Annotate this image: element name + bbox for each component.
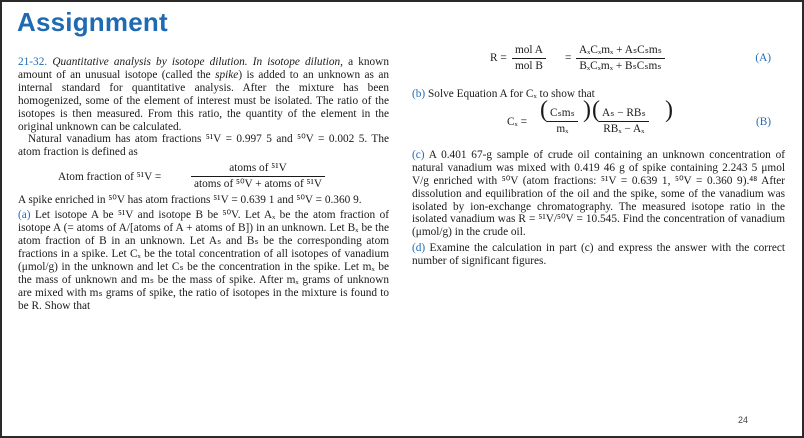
- problem-heading: Quantitative analysis by isotope dilution.: [52, 56, 248, 68]
- spike-term: spike: [215, 68, 239, 81]
- part-d: [412, 242, 785, 268]
- eq-b-f2-den: RBₓ − Aₓ: [603, 122, 645, 135]
- vanadium-sentence: Natural vanadium has atom fractions ⁵¹V = 0.997 5 and ⁵⁰V = 0.002 5. The atom fraction is defined as: [18, 133, 389, 159]
- eq-b-lhs: Cₓ =: [507, 115, 528, 128]
- eq-a-mol-num: mol A: [512, 44, 546, 59]
- spike-sentence: A spike enriched in ⁵⁰V has atom fractions ⁵¹V = 0.639 1 and ⁵⁰V = 0.360 9.: [18, 194, 362, 207]
- eq-b-label: (B): [755, 115, 771, 128]
- eq-b-f1-num: Cₛmₛ: [547, 107, 578, 122]
- eq-b-fraction-1: [547, 107, 578, 136]
- eq-a-mol-ratio: [512, 44, 546, 73]
- eq-a-R: R =: [490, 52, 507, 64]
- eq-a-main-fraction: [576, 44, 665, 73]
- part-c: [412, 149, 785, 239]
- eq-a-mol-den: mol B: [515, 59, 543, 72]
- left-column: [18, 56, 389, 312]
- part-c-text: A 0.401 67-g sample of crude oil containing an unknown concentration of natural vanadium was mixed with 0.419 46 g of spike containing 2.243 5 μmol V/g enriched with ⁵⁰V (atom fractions: ⁵¹V = 0.639 1, ⁵⁰V = 0.360 9).⁴⁸ After dissolution and equilibration of the oil and the spike, some of the vanadium was isolated by ion-exchange chromatography. The measured isotope ratio in the isolated vanadium was R = ⁵¹V/⁵⁰V = 10.545. Find the concentration of vanadium (μmol/g) in the crude oil.: [412, 148, 785, 239]
- eq-a-numerator: AₓCₓmₓ + AₛCₛmₛ: [576, 44, 665, 59]
- problem-number: 21-32.: [18, 56, 48, 68]
- right-paren-2: ): [665, 96, 673, 123]
- equation-b: [412, 96, 785, 145]
- atom-fraction-numerator: atoms of ⁵¹V: [191, 162, 325, 177]
- equation-a: [412, 38, 785, 80]
- page-title: Assignment: [17, 7, 168, 37]
- right-paren: ): [583, 96, 591, 123]
- eq-b-f2-num: Aₛ − RBₛ: [599, 107, 649, 122]
- left-paren-2: (: [592, 96, 600, 123]
- intro-italic: In isotope dilution,: [252, 56, 343, 68]
- right-column: [412, 38, 785, 268]
- problem-intro: [18, 56, 389, 133]
- part-d-text: Examine the calculation in part (c) and express the answer with the correct number of significant figures.: [412, 242, 785, 268]
- intro-rest: ) is added to an unknown as an internal standard for quantitative analysis. After the mixture has been homogenized, some of the element of interest must be isolated. The ratio of the isotopes is then measured. From this ratio, the quantity of the element in the original unknown can be calculated.: [18, 68, 389, 133]
- eq-a-denominator: BₓCₓmₓ + BₛCₛmₛ: [579, 59, 662, 72]
- atom-fraction-fraction: [191, 162, 325, 191]
- part-a-label: (a): [18, 209, 31, 222]
- page-number: 24: [738, 415, 749, 425]
- atom-fraction-label: Atom fraction of ⁵¹V =: [58, 171, 162, 184]
- part-a-text: Let isotope A be ⁵¹V and isotope B be ⁵⁰V. Let Aₓ be the atom fraction of isotope A (= atoms of A/[atoms of A + atoms of B]) in an unknown. Let Bₓ be the atom fraction of B in an unknown. Let Aₛ and Bₛ be the corresponding atom fractions in a spike. Let Cₓ be the total concentration of all isotopes of vanadium (μmol/g) in the unknown and let Cₛ be the concentration in the spike. Let mₓ be the mass of unknown and mₛ be the mass of spike. After mₓ grams of unknown are mixed with mₛ grams of spike, the ratio of isotopes in the mixture is found to be R. Show that: [18, 209, 389, 312]
- eq-a-label: (A): [755, 52, 771, 64]
- eq-b-f1-den: mₓ: [556, 122, 569, 135]
- atom-fraction-denominator: atoms of ⁵⁰V + atoms of ⁵¹V: [194, 178, 323, 191]
- eq-a-equals: =: [565, 52, 572, 64]
- atom-fraction-equation: [18, 160, 389, 194]
- part-a: [18, 209, 389, 312]
- intro-text: a known amount of an unusual isotope (called the: [18, 56, 389, 81]
- part-c-label: (c): [412, 148, 425, 161]
- eq-b-fraction-2: [599, 107, 649, 136]
- left-paren: (: [540, 96, 548, 123]
- part-b-text: Solve Equation A for Cₓ to show that: [428, 88, 595, 100]
- part-b-label: (b): [412, 88, 426, 100]
- part-d-label: (d): [412, 242, 426, 255]
